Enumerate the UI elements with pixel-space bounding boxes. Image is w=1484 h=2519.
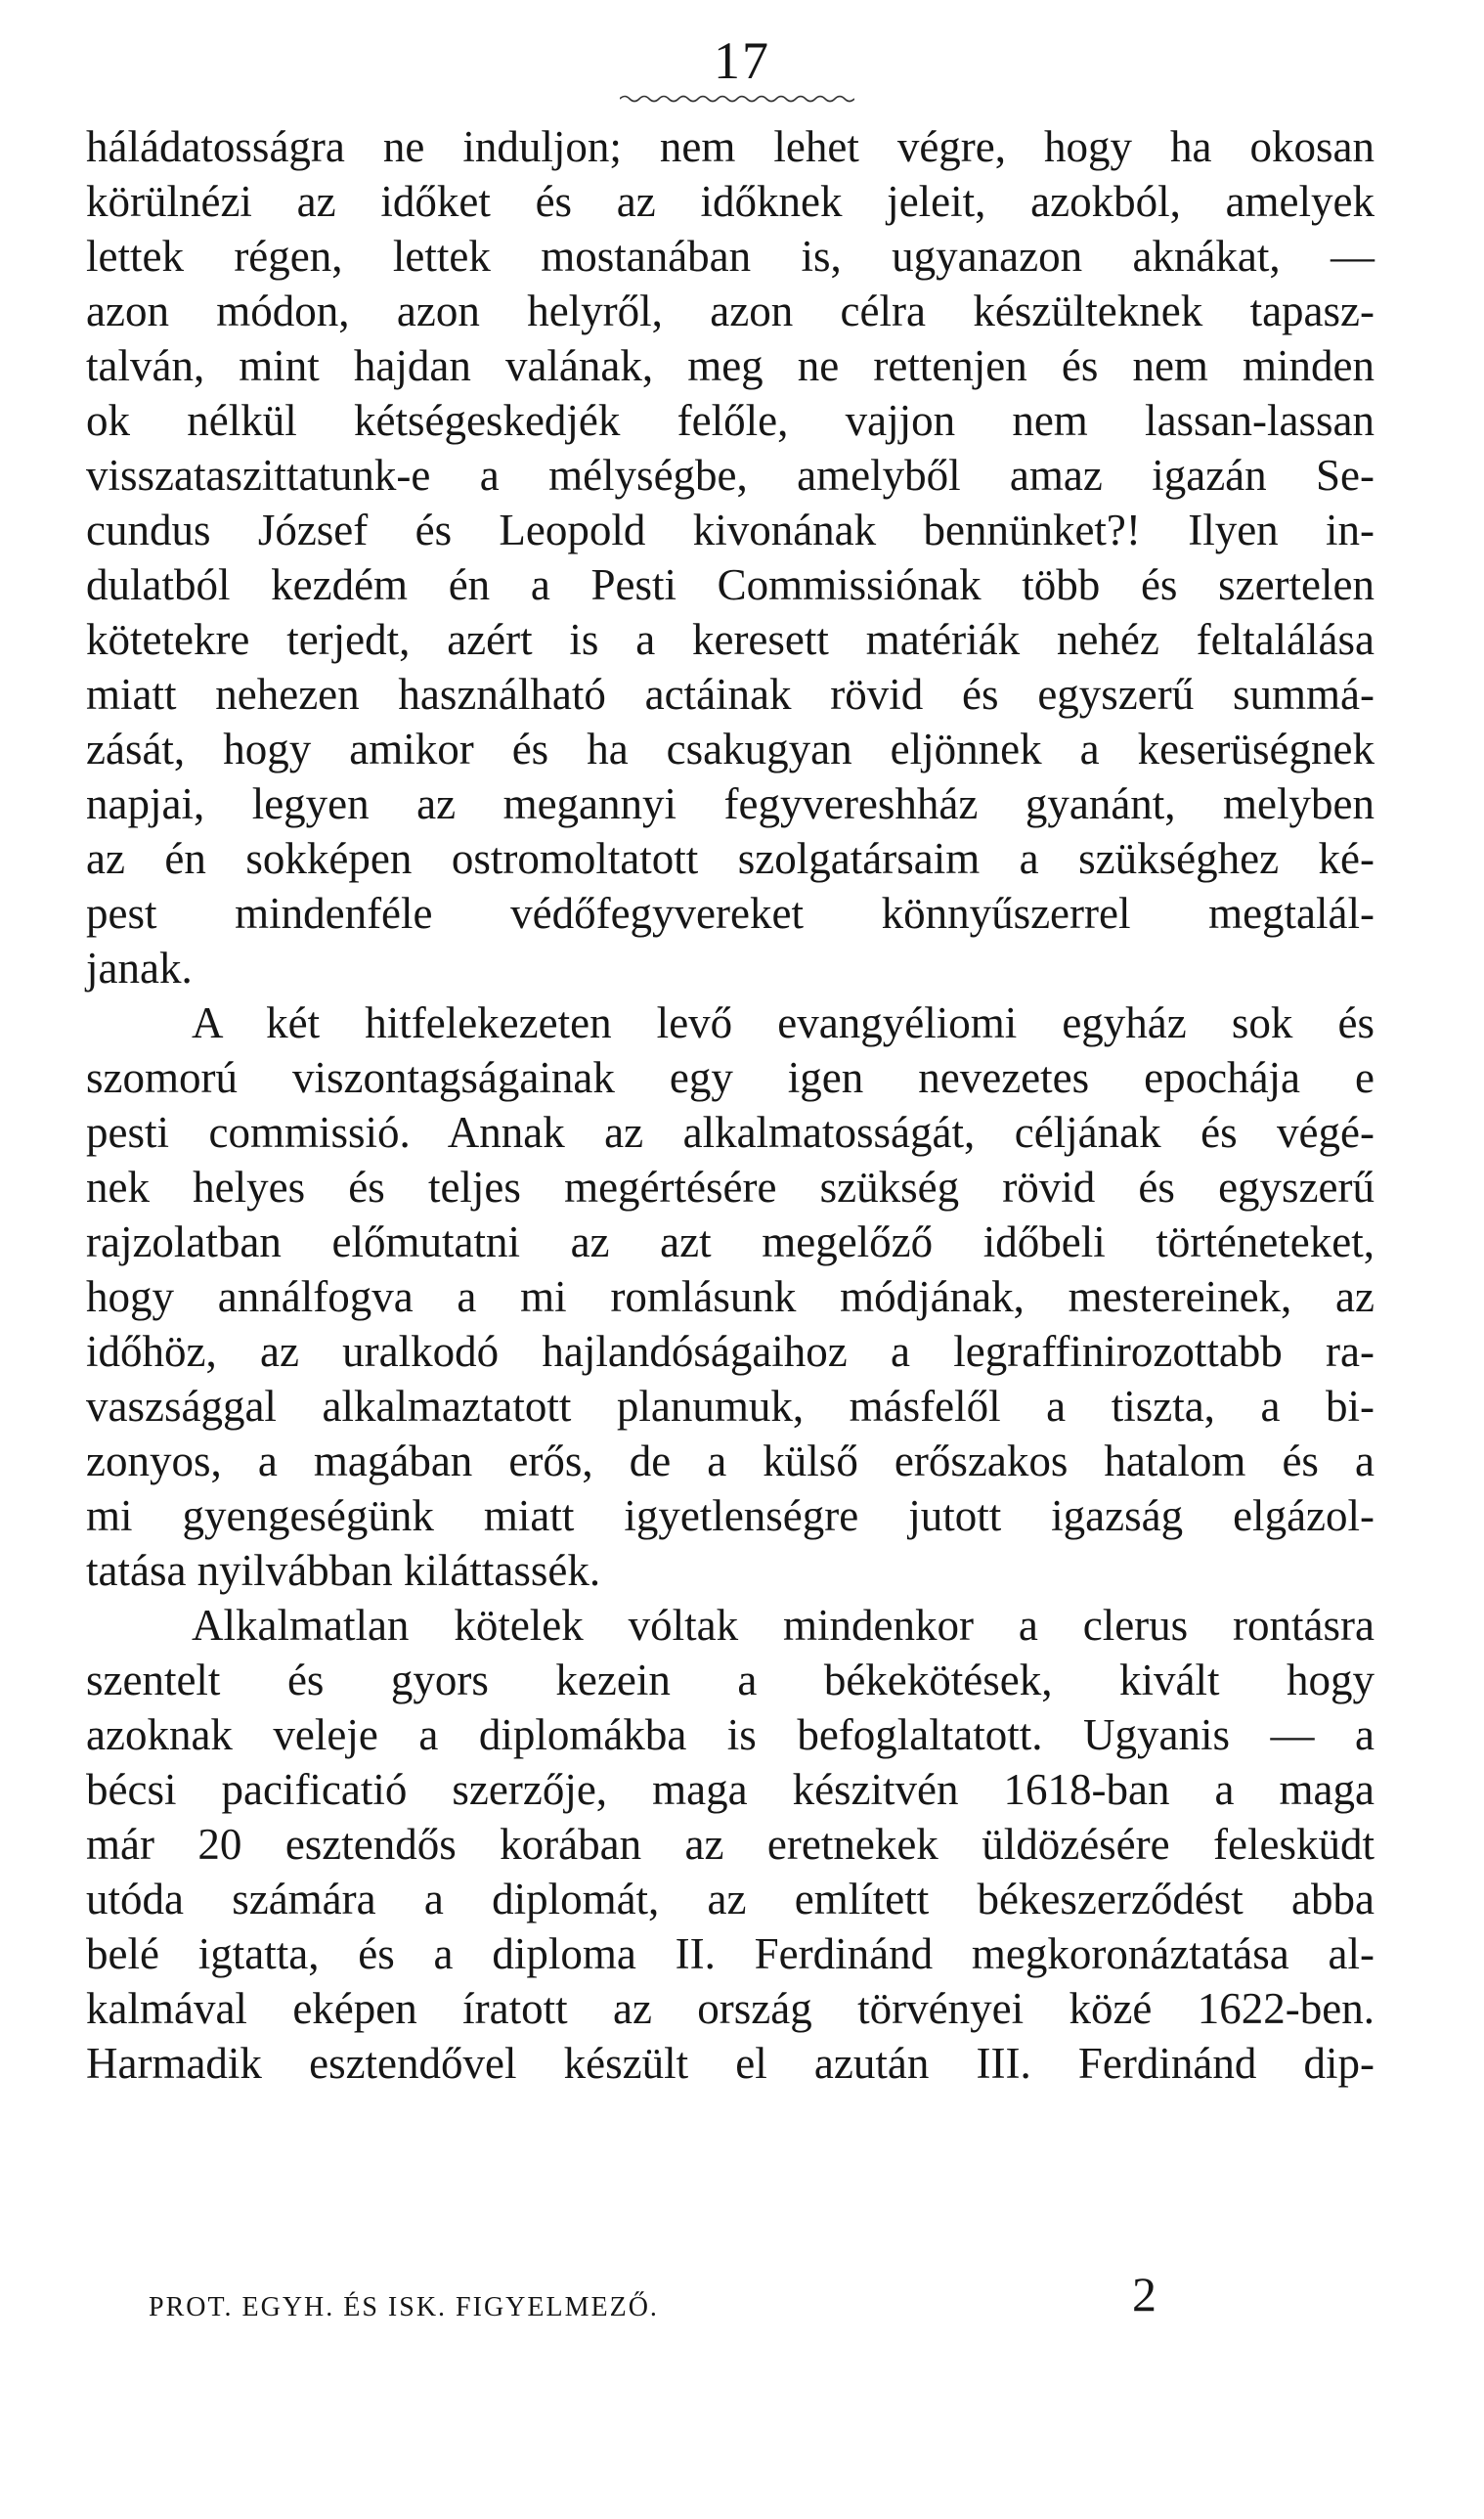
text-line: dulatból kezdém én a Pesti Commissiónak több és szertelen — [86, 560, 1375, 609]
text-line: az én sokképen ostromoltatott szolgatársaim a szükséghez ké- — [86, 834, 1375, 883]
text-line: zonyos, a magában erős, de a külső erőszakos hatalom és a — [86, 1436, 1375, 1485]
text-line: nek helyes és teljes megértésére szükség rövid és egyszerű — [86, 1163, 1375, 1212]
text-line: cundus József és Leopold kivonának bennünket?! Ilyen in- — [86, 506, 1375, 554]
text-line: szentelt és gyors kezein a békekötések, kivált hogy — [86, 1656, 1375, 1704]
footer-signature-title: PROT. EGYH. ÉS ISK. FIGYELMEZŐ. — [149, 2292, 659, 2322]
text-line: időhöz, az uralkodó hajlandóságaihoz a legraffinirozottabb ra- — [86, 1327, 1375, 1376]
text-line: napjai, legyen az megannyi fegyvereshház gyanánt, melyben — [86, 779, 1375, 828]
body-text — [86, 119, 1375, 2091]
text-line: azon módon, azon helyről, azon célra készülteknek tapasz- — [86, 287, 1375, 335]
text-line: hogy annálfogva a mi romlásunk módjának, mestereinek, az — [86, 1272, 1375, 1321]
text-line: lettek régen, lettek mostanában is, ugyanazon aknákat, — — [86, 232, 1375, 281]
text-line: körülnézi az időket és az időknek jeleit, azokból, amelyek — [86, 177, 1375, 226]
text-line: A két hitfelekezeten levő evangyéliomi egyház sok és — [192, 998, 1375, 1047]
text-line: miatt nehezen használható actáinak rövid és egyszerű summá- — [86, 670, 1375, 719]
text-line: bécsi pacificatió szerzője, maga készitvén 1618-ban a maga — [86, 1765, 1375, 1814]
text-line: belé igtatta, és a diploma II. Ferdinánd megkoronáztatása al- — [86, 1929, 1375, 1978]
text-line: Harmadik esztendővel készült el azután III. Ferdinánd dip- — [86, 2039, 1375, 2088]
text-line: szomorú viszontagságainak egy igen nevezetes epochája e — [86, 1053, 1375, 1102]
text-line: mi gyengeségünk miatt igyetlenségre jutott igazság elgázol- — [86, 1491, 1375, 1540]
text-line: rajzolatban előmutatni az azt megelőző időbeli történeteket, — [86, 1217, 1375, 1266]
text-line: háládatosságra ne induljon; nem lehet végre, hogy ha okosan — [86, 122, 1375, 171]
text-line: kötetekre terjedt, azért is a keresett matériák nehéz feltalálása — [86, 615, 1375, 664]
text-line: utóda számára a diplomát, az említett békeszerződést abba — [86, 1875, 1375, 1923]
text-line: talván, mint hajdan valának, meg ne rettenjen és nem minden — [86, 341, 1375, 390]
text-line: pesti commissió. Annak az alkalmatosságát, céljának és végé- — [86, 1108, 1375, 1157]
text-line: zását, hogy amikor és ha csakugyan eljönnek a keserüségnek — [86, 725, 1375, 773]
text-line: visszataszittatunk-e a mélységbe, amelyből amaz igazán Se- — [86, 451, 1375, 500]
text-line: ok nélkül kétségeskedjék felőle, vajjon nem lassan-lassan — [86, 396, 1375, 445]
text-line: vaszsággal alkalmaztatott planumuk, másfelől a tiszta, a bi- — [86, 1382, 1375, 1431]
text-line: Alkalmatlan kötelek vóltak mindenkor a clerus rontásra — [192, 1601, 1375, 1650]
text-line: már 20 esztendős korában az eretnekek üldözésére felesküdt — [86, 1820, 1375, 1869]
text-line: janak. — [86, 944, 193, 993]
text-line: tatása nyilvábban kiláttassék. — [86, 1546, 601, 1595]
text-line: azoknak veleje a diplomákba is befoglaltatott. Ugyanis — a — [86, 1710, 1375, 1759]
page-number: 17 — [714, 31, 770, 90]
text-line: pest mindenféle védőfegyvereket könnyűszerrel megtalál- — [86, 889, 1375, 938]
text-line: kalmával eképen íratott az ország törvényei közé 1622-ben. — [86, 1984, 1375, 2033]
footer-signature-number: 2 — [1132, 2267, 1157, 2321]
header-ornament-rule — [620, 94, 854, 104]
